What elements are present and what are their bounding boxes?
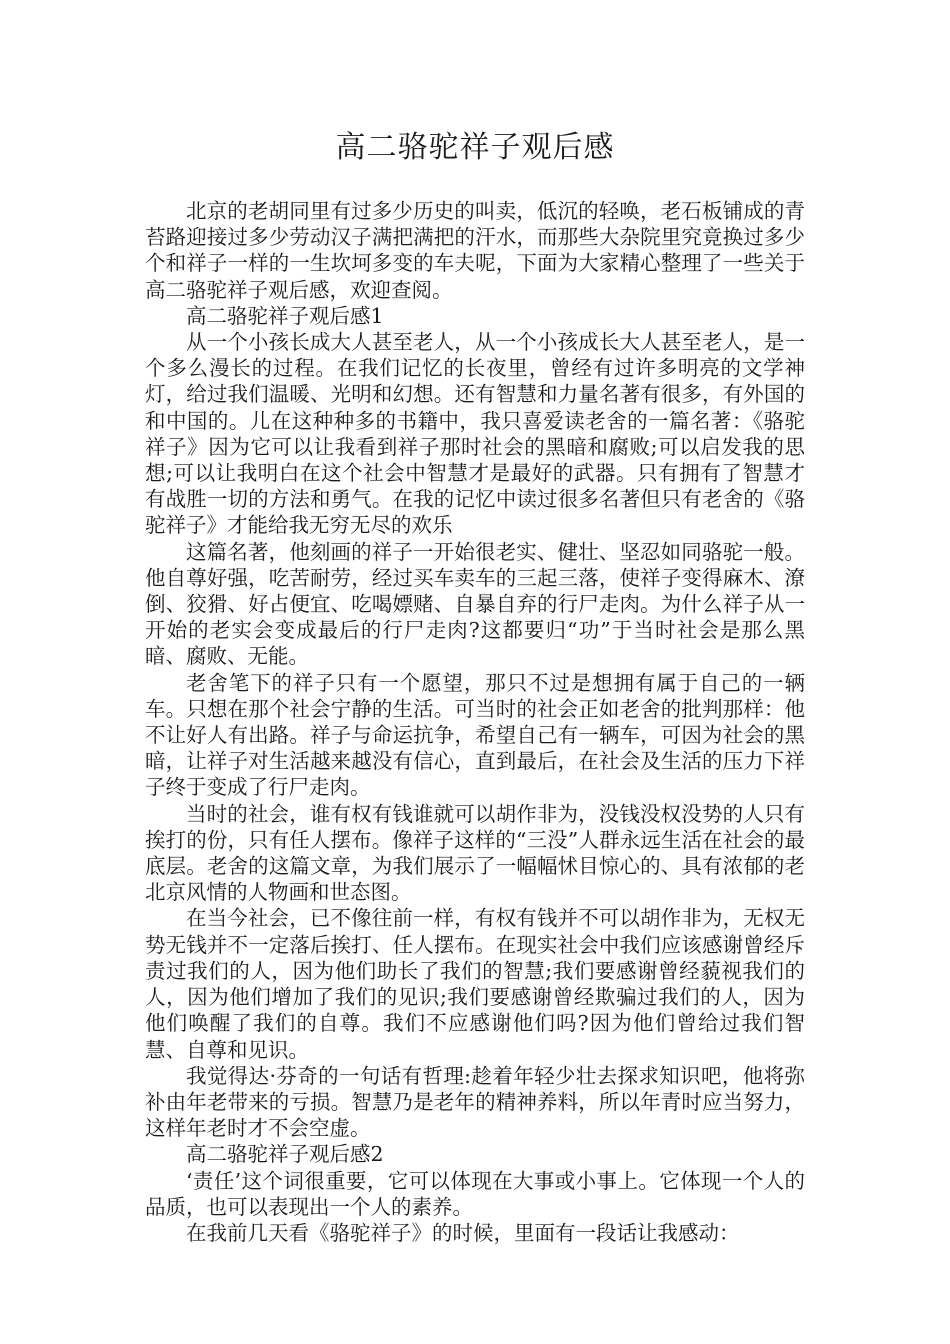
paragraph: 在我前几天看《骆驼祥子》的时候，里面有一段话让我感动： [186,1220,740,1245]
paragraph: 这篇名著，他刻画的祥子一开始很老实、健壮、坚忍如同骆驼一般。他自尊好强，吃苦耐劳，经过买车卖车的三起三落，使祥子变得麻木、潦倒、狡猾、好占便宜、吃喝嫖赌、自暴自弃的行尸走肉。为什么祥子从一开始的老实会变成最后的行尸走肉?这都要归“功”于当时社会是那么黑暗、腐败、无能。 [145,539,805,669]
paragraph: ‘责任’这个词很重要，它可以体现在大事或小事上。它体现一个人的品质，也可以表现出一个人的素养。 [145,1168,805,1219]
paragraph: 在当今社会，已不像往前一样，有权有钱并不可以胡作非为，无权无势无钱并不一定落后挨打、任人摆布。在现实社会中我们应该感谢曾经斥责过我们的人，因为他们助长了我们的智慧;我们要感谢曾经藐视我们的人，因为他们增加了我们的见识;我们要感谢曾经欺骗过我们的人，因为他们唤醒了我们的自尊。我们不应感谢他们吗?因为他们曾给过我们智慧、自尊和见识。 [145,906,805,1062]
paragraph: 从一个小孩长成大人甚至老人，从一个小孩成长大人甚至老人，是一个多么漫长的过程。在我们记忆的长夜里，曾经有过许多明亮的文学神灯，给过我们温暖、光明和幻想。还有智慧和力量名著有很多，有外国的和中国的。儿在这种种多的书籍中，我只喜爱读老舍的一篇名著：《骆驼祥子》因为它可以让我看到祥子那时社会的黑暗和腐败;可以启发我的思想;可以让我明白在这个社会中智慧才是最好的武器。只有拥有了智慧才有战胜一切的方法和勇气。在我的记忆中读过很多名著但只有老舍的《骆驼祥子》才能给我无穷无尽的欢乐 [145,330,805,538]
paragraph: 我觉得达·芬奇的一句话有哲理:趁着年轻少壮去探求知识吧，他将弥补由年老带来的亏损。智慧乃是老年的精神养料，所以年青时应当努力，这样年老时才不会空虚。 [145,1063,805,1141]
section-heading-1: 高二骆驼祥子观后感1 [186,303,384,328]
paragraph-intro: 北京的老胡同里有过多少历史的叫卖，低沉的轻唤，老石板铺成的青苔路迎接过多少劳动汉子满把满把的汗水，而那些大杂院里究竟换过多少个和祥子一样的一生坎坷多变的车夫呢，下面为大家精心整理了一些关于高二骆驼祥子观后感，欢迎查阅。 [145,199,805,302]
document-body [145,198,805,1246]
paragraph: 当时的社会，谁有权有钱谁就可以胡作非为，没钱没权没势的人只有挨打的份，只有任人摆布。像祥子这样的“三没”人群永远生活在社会的最底层。老舍的这篇文章，为我们展示了一幅幅怵目惊心的、具有浓郁的老北京风情的人物画和世态图。 [145,801,805,905]
paragraph: 老舍笔下的祥子只有一个愿望，那只不过是想拥有属于自己的一辆车。只想在那个社会宁静的生活。可当时的社会正如老舍的批判那样：他不让好人有出路。祥子与命运抗争，希望自己有一辆车，可因为社会的黑暗，让祥子对生活越来越没有信心，直到最后，在社会及生活的压力下祥子终于变成了行尸走肉。 [145,670,805,800]
document-title: 高二骆驼祥子观后感 [335,130,615,165]
section-heading-2: 高二骆驼祥子观后感2 [186,1142,384,1167]
